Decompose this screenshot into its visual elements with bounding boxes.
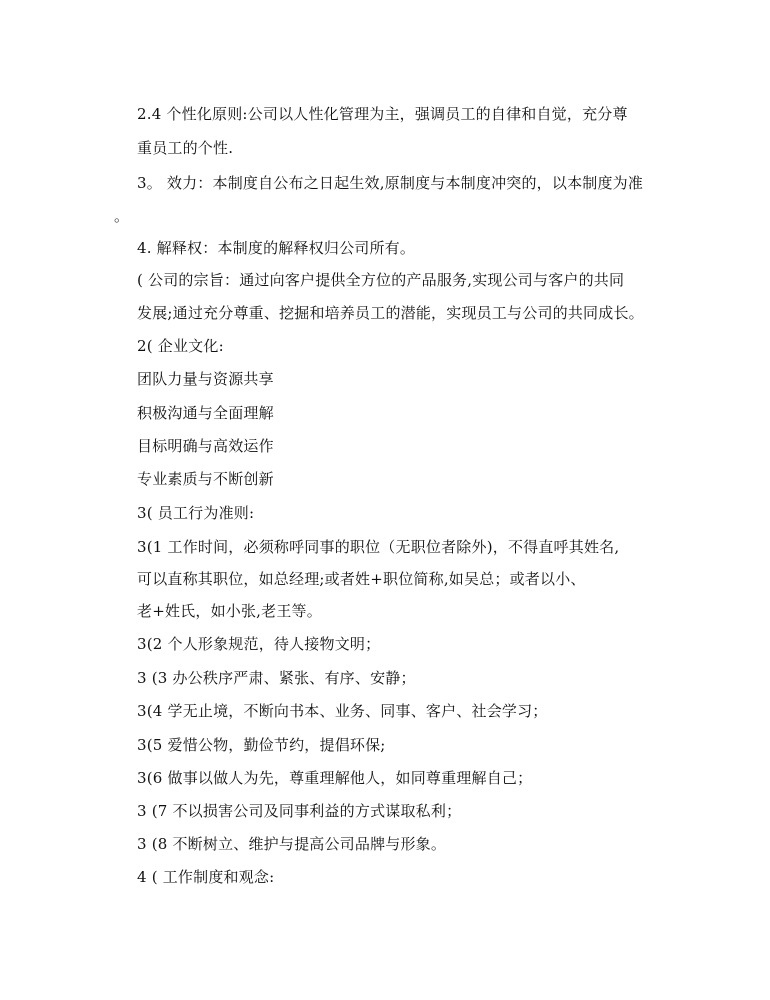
text-line: 目标明确与高效运作 [137, 437, 274, 455]
text-line: 3 (8 不断树立、维护与提高公司品牌与形象。 [137, 835, 447, 853]
text-line: 4 ( 工作制度和观念: [137, 868, 275, 886]
text-line: 2( 企业文化: [137, 337, 224, 355]
text-line: 3(6 做事以做人为先，尊重理解他人，如同尊重理解自己； [137, 769, 533, 787]
text-line: 3 (7 不以损害公司及同事利益的方式谋取私利； [137, 802, 462, 820]
text-line: 老+姓氏，如小张,老王等。 [137, 602, 322, 620]
text-line: 3(2 个人形象规范，待人接物文明； [137, 635, 381, 653]
text-line: 2.4 个性化原则:公司以人性化管理为主，强调员工的自律和自觉，充分尊 [137, 105, 628, 123]
text-line: 。 [114, 207, 130, 225]
text-line: 3(4 学无止境，不断向书本、业务、同事、客户、社会学习； [137, 702, 548, 720]
text-line: 3( 员工行为准则: [137, 504, 255, 522]
text-line: 重员工的个性. [137, 139, 234, 157]
text-line: 3(1 工作时间，必须称呼同事的职位（无职位者除外)，不得直呼其姓名, [137, 538, 620, 556]
text-line: 3(5 爱惜公物，勤俭节约，提倡环保; [137, 736, 386, 754]
text-line: 3 (3 办公秩序严肃、紧张、有序、安静； [137, 669, 416, 687]
text-line: ( 公司的宗旨：通过向客户提供全方位的产品服务,实现公司与客户的共同 [137, 271, 625, 289]
text-line: 团队力量与资源共享 [137, 370, 274, 388]
text-line: 积极沟通与全面理解 [137, 404, 274, 422]
text-line: 发展;通过充分尊重、挖掘和培养员工的潜能，实现员工与公司的共同成长。 [137, 304, 644, 322]
text-line: 可以直称其职位，如总经理;或者姓+职位简称,如吴总；或者以小、 [137, 570, 586, 588]
text-line: 3。 效力：本制度自公布之日起生效,原制度与本制度冲突的，以本制度为准 [137, 174, 644, 192]
text-line: 专业素质与不断创新 [137, 470, 274, 488]
text-line: 4. 解释权：本制度的解释权归公司所有。 [137, 239, 416, 257]
